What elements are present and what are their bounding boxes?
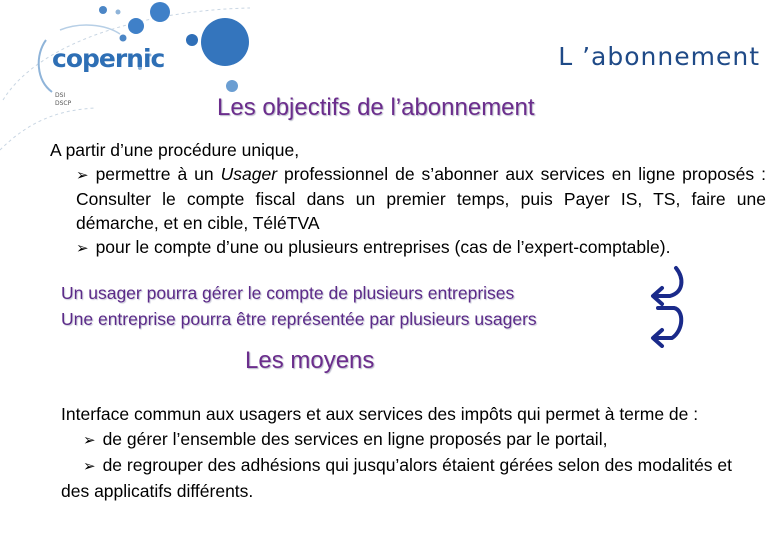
exchange-arrows-icon: [646, 262, 686, 348]
heading-objectifs: Les objectifs de l’abonnement: [217, 94, 535, 121]
objectifs-intro: A partir d’une procédure unique,: [50, 140, 300, 160]
relation-line-2: Une entreprise pourra être représentée par plusieurs usagers: [61, 309, 537, 329]
bullet-arrow-icon: ➢: [76, 239, 89, 257]
objectifs-bullet-2: [50, 235, 766, 260]
logo-subtitle: [55, 92, 71, 108]
slide-title: L ’abonnement: [558, 42, 760, 71]
moyens-bullet-2: [61, 453, 761, 504]
objectifs-bullet-1: [50, 162, 766, 235]
bullet-arrow-icon: ➢: [83, 457, 96, 475]
bullet-1-text-end: professionnel de s’abonner aux services en ligne proposés : Consulter le compte fiscal dans un premier temps, puis Payer IS, TS, faire une démarche, et en cible, TéléTVA: [76, 164, 767, 233]
moyens-bullet-2-text: de regrouper des adhésions qui jusqu’alors étaient gérées selon des modalités et des applicatifs différents.: [61, 455, 733, 501]
moyens-bullet-1: [61, 427, 761, 453]
bullet-2-text: pour le compte d’une ou plusieurs entreprises (cas de l’expert-comptable).: [95, 237, 671, 257]
logo-subtitle-dscp: DSCP: [55, 100, 72, 107]
bullet-1-usager: Usager: [220, 164, 278, 184]
moyens-intro: Interface commun aux usagers et aux services des impôts qui permet à terme de :: [61, 404, 699, 424]
relation-line-1: Un usager pourra gérer le compte de plusieurs entreprises: [61, 283, 515, 303]
bullet-arrow-icon: ➢: [76, 166, 89, 184]
bullet-arrow-icon: ➢: [83, 431, 96, 449]
bullet-1-text-start: permettre à un: [95, 164, 221, 184]
copernic-logo: copernic: [52, 44, 165, 73]
moyens-paragraph: [61, 402, 761, 504]
moyens-bullet-1-text: de gérer l’ensemble des services en ligne proposés par le portail,: [102, 429, 608, 449]
objectifs-paragraph: [50, 138, 766, 260]
logo-subtitle-dsi: DSI: [55, 92, 66, 99]
heading-moyens: Les moyens: [245, 347, 375, 374]
relations-block: [61, 280, 537, 332]
